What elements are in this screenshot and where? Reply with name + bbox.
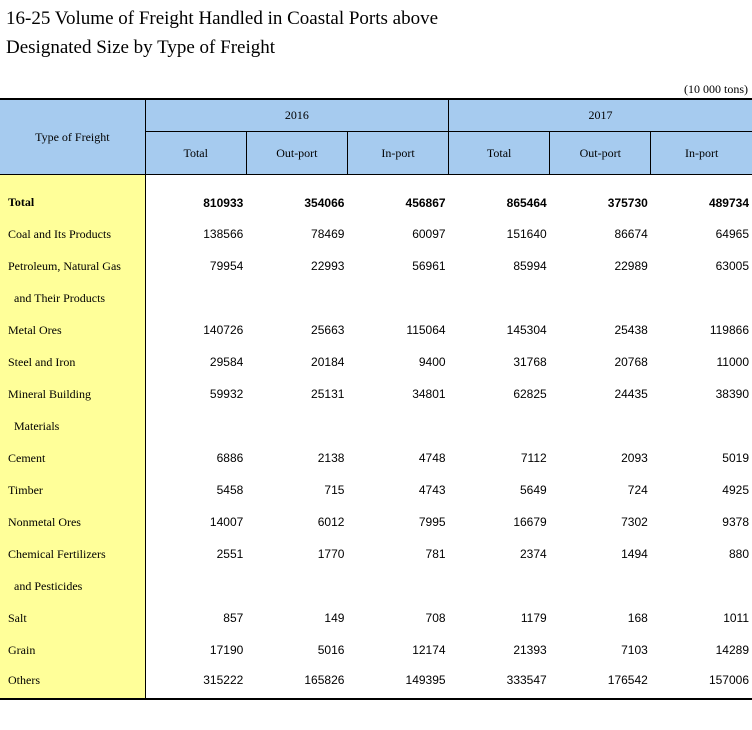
value-cell [651,570,752,602]
unit-label: (10 000 tons) [684,82,748,96]
value-cell: 176542 [550,666,651,699]
value-cell: 1494 [621,547,648,561]
value-cell: 7995 [418,515,446,529]
value-cell: 149 [324,611,345,625]
freight-table [0,98,752,700]
value-cell: 168 [627,611,648,625]
value-cell [347,570,448,602]
value-cell: 145304 [506,323,547,337]
value-cell [651,410,752,442]
value-cell: 5016 [317,643,345,657]
sub-header-in-port: In-port [347,132,448,175]
freight-type-label: Others [0,666,145,699]
value-cell: 1179 [520,611,547,625]
table-row [0,570,752,602]
freight-type-label: Mineral Building [0,378,145,410]
value-cell [449,282,550,314]
value-cell: 12174 [412,643,446,657]
table-row [0,314,752,346]
table-row [0,378,752,410]
value-cell: 315222 [145,666,246,699]
value-cell: 29584 [209,355,244,369]
freight-type-label: Coal and Its Products [0,218,145,250]
value-cell: 151640 [506,227,547,241]
freight-type-label: and Their Products [0,282,145,314]
value-cell: 7302 [621,515,648,529]
value-cell: 857 [223,611,244,625]
type-of-freight-header: Type of Freight [0,99,145,175]
title-line-2: Designated Size by Type of Freight [6,37,276,58]
value-cell [347,282,448,314]
value-cell: 25663 [311,323,345,337]
value-cell: 9400 [418,355,446,369]
table-row [0,634,752,666]
value-cell: 1770 [317,547,345,561]
year-header-2016: 2016 [145,99,448,132]
value-cell: 4743 [418,483,446,497]
table-row [0,602,752,634]
value-cell: 9378 [722,515,749,529]
value-cell: 25438 [614,323,648,337]
table-row [0,506,752,538]
sub-header-total: Total [449,132,550,175]
table-row [0,346,752,378]
freight-type-label: Grain [0,634,145,666]
value-cell: 21393 [513,643,547,657]
value-cell: 708 [425,611,446,625]
value-cell: 20184 [311,355,345,369]
value-cell: 59932 [209,387,244,401]
value-cell: 2093 [621,451,648,465]
value-cell: 354066 [304,195,345,210]
value-cell: 14289 [715,643,749,657]
value-cell: 17190 [209,643,244,657]
value-cell [246,410,347,442]
sub-header-in-port: In-port [651,132,752,175]
value-cell: 456867 [405,195,446,210]
freight-type-label: Materials [0,410,145,442]
value-cell [449,410,550,442]
freight-type-label: Total [0,175,145,219]
value-cell [145,282,246,314]
table-row [0,410,752,442]
freight-type-label: Salt [0,602,145,634]
value-cell: 25131 [311,387,345,401]
sub-header-out-port: Out-port [246,132,347,175]
value-cell: 34801 [412,387,446,401]
table-row [0,218,752,250]
value-cell: 6012 [317,515,345,529]
value-cell: 157006 [651,666,752,699]
freight-type-label: Petroleum, Natural Gas [0,250,145,282]
value-cell: 7112 [520,451,547,465]
value-cell [145,570,246,602]
value-cell [145,410,246,442]
value-cell: 5019 [722,451,749,465]
value-cell: 60097 [412,227,446,241]
value-cell [449,570,550,602]
value-cell: 2374 [519,547,547,561]
value-cell: 16679 [513,515,547,529]
table-row [0,175,752,219]
value-cell: 810933 [203,195,244,210]
value-cell: 7103 [621,643,648,657]
value-cell: 4748 [418,451,446,465]
value-cell: 4925 [722,483,749,497]
value-cell: 56961 [412,259,446,273]
value-cell: 6886 [216,451,244,465]
value-cell: 119866 [709,323,749,337]
value-cell [246,282,347,314]
value-cell: 5649 [519,483,547,497]
value-cell: 5458 [216,483,244,497]
value-cell: 14007 [209,515,244,529]
value-cell: 2551 [216,547,244,561]
value-cell: 880 [728,547,749,561]
value-cell: 138566 [203,227,244,241]
value-cell: 11000 [716,355,749,369]
freight-type-label: Nonmetal Ores [0,506,145,538]
freight-type-label: and Pesticides [0,570,145,602]
value-cell: 2138 [317,451,345,465]
value-cell: 24435 [614,387,648,401]
page-title [6,4,438,62]
table-row [0,538,752,570]
value-cell: 489734 [708,195,749,210]
freight-type-label: Metal Ores [0,314,145,346]
value-cell: 140726 [203,323,244,337]
table-row [0,442,752,474]
value-cell: 86674 [614,227,648,241]
freight-type-label: Chemical Fertilizers [0,538,145,570]
title-line-1: 16-25 Volume of Freight Handled in Coastal Ports above [6,8,439,29]
table-row [0,474,752,506]
value-cell: 64965 [715,227,749,241]
value-cell: 333547 [449,666,550,699]
value-cell: 165826 [246,666,347,699]
value-cell: 79954 [209,259,244,273]
freight-type-label: Steel and Iron [0,346,145,378]
value-cell: 1011 [723,611,749,625]
value-cell: 85994 [513,259,547,273]
value-cell: 38390 [715,387,749,401]
value-cell: 22993 [311,259,345,273]
value-cell: 375730 [607,195,648,210]
table-row [0,250,752,282]
value-cell: 724 [627,483,648,497]
value-cell: 62825 [513,387,547,401]
value-cell: 20768 [614,355,648,369]
value-cell [347,410,448,442]
value-cell: 781 [425,547,446,561]
value-cell [550,410,651,442]
freight-type-label: Timber [0,474,145,506]
sub-header-total: Total [145,132,246,175]
value-cell: 149395 [347,666,448,699]
value-cell [550,282,651,314]
value-cell [246,570,347,602]
value-cell: 78469 [311,227,345,241]
sub-header-out-port: Out-port [550,132,651,175]
value-cell: 115064 [406,323,446,337]
value-cell: 31768 [513,355,547,369]
value-cell [651,282,752,314]
value-cell: 715 [324,483,345,497]
freight-type-label: Cement [0,442,145,474]
table-row [0,282,752,314]
value-cell: 865464 [506,195,547,210]
table-row [0,666,752,699]
year-header-2017: 2017 [449,99,752,132]
value-cell: 22989 [614,259,648,273]
value-cell: 63005 [715,259,749,273]
value-cell [550,570,651,602]
